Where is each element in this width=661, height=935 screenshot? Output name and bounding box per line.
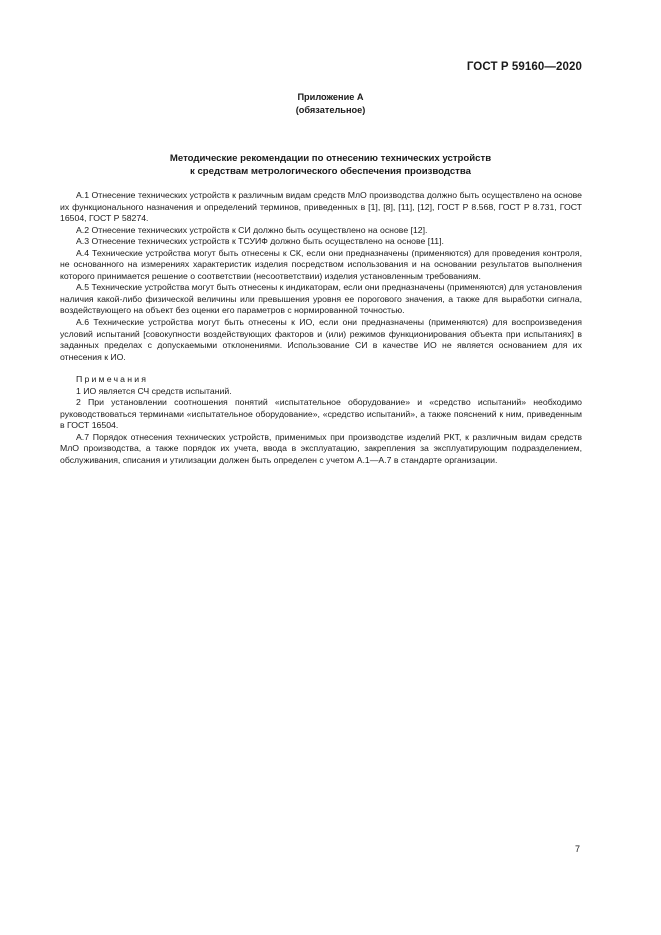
heading-line-1: Методические рекомендации по отнесению технических устройств xyxy=(169,153,492,164)
notes-title: Примечания xyxy=(76,374,149,385)
spacer xyxy=(60,363,582,374)
appendix-header xyxy=(0,91,661,117)
appendix-heading xyxy=(60,153,601,178)
paragraph-a3: А.3 Отнесение технических устройств к ТСУИФ должно быть осуществлено на основе [11]. xyxy=(76,236,444,247)
paragraph-a6: А.6 Технические устройства могут быть отнесены к ИО, если они предназначены (применяются) для воспроизведения условий испытаний [совокупности воздействующих факторов и (или) режимов функционирования объекта при испытаниях] в заданных пределах с допускаемыми отклонениями. Использование СИ в качестве ИО не является основанием для их отнесения к ИО. xyxy=(60,317,582,362)
heading-line-2: к средствам метрологического обеспечения производства xyxy=(190,165,471,177)
page-number: 7 xyxy=(574,844,580,854)
note-1: 1 ИО является СЧ средств испытаний. xyxy=(76,385,232,396)
appendix-title: Приложение А xyxy=(297,92,364,102)
paragraph-a2: А.2 Отнесение технических устройств к СИ должно быть осуществлено на основе [12]. xyxy=(76,224,428,235)
paragraph-a4: А.4 Технические устройства могут быть отнесены к СК, если они предназначены (применяются) для проведения контроля, не основанного на измерениях характеристик изделия посредством использования и на основании результатов выполнения которого принимается решение о соответствии (несоответствии) изделия установленным требованиям. xyxy=(60,247,582,281)
paragraph-a7: А.7 Порядок отнесения технических устройств, применимых при производстве изделий РКТ, к различным видам средств МлО производства, а также порядок их учета, ввода в эксплуатацию, закрепления за эксплуатирующим подразделением, обслуживания, списания и утилизации должен быть определен с учетом А.1—А.7 в стандарте организации. xyxy=(60,431,582,466)
paragraph-a5: А.5 Технические устройства могут быть отнесены к индикаторам, если они предназначены (применяются) для установления наличия какой-либо физической величины или превышения уровня ее порогового значения, а также для выработки сигнала, воздействующего на объект без оценки его параметров с нормированной точностью. xyxy=(60,282,582,316)
appendix-status: (обязательное) xyxy=(295,105,366,115)
note-2: 2 При установлении соотношения понятий «испытательное оборудование» и «средство испытаний» необходимо руководствоваться терминами «испытательное оборудование», «средство испытаний», а также пояснений к ним, приведенным в ГОСТ 16504. xyxy=(60,397,582,431)
appendix-body xyxy=(60,190,582,467)
paragraph-a1: А.1 Отнесение технических устройств к различным видам средств МлО производства должно быть осуществлено на основе их функционального назначения и определений терминов, приведенных в [1], [8], [11], [12], ГОСТ Р 8.568, ГОСТ Р 8.731, ГОСТ 16504, ГОСТ Р 58274. xyxy=(60,190,582,224)
standard-code: ГОСТ Р 59160—2020 xyxy=(466,61,582,73)
